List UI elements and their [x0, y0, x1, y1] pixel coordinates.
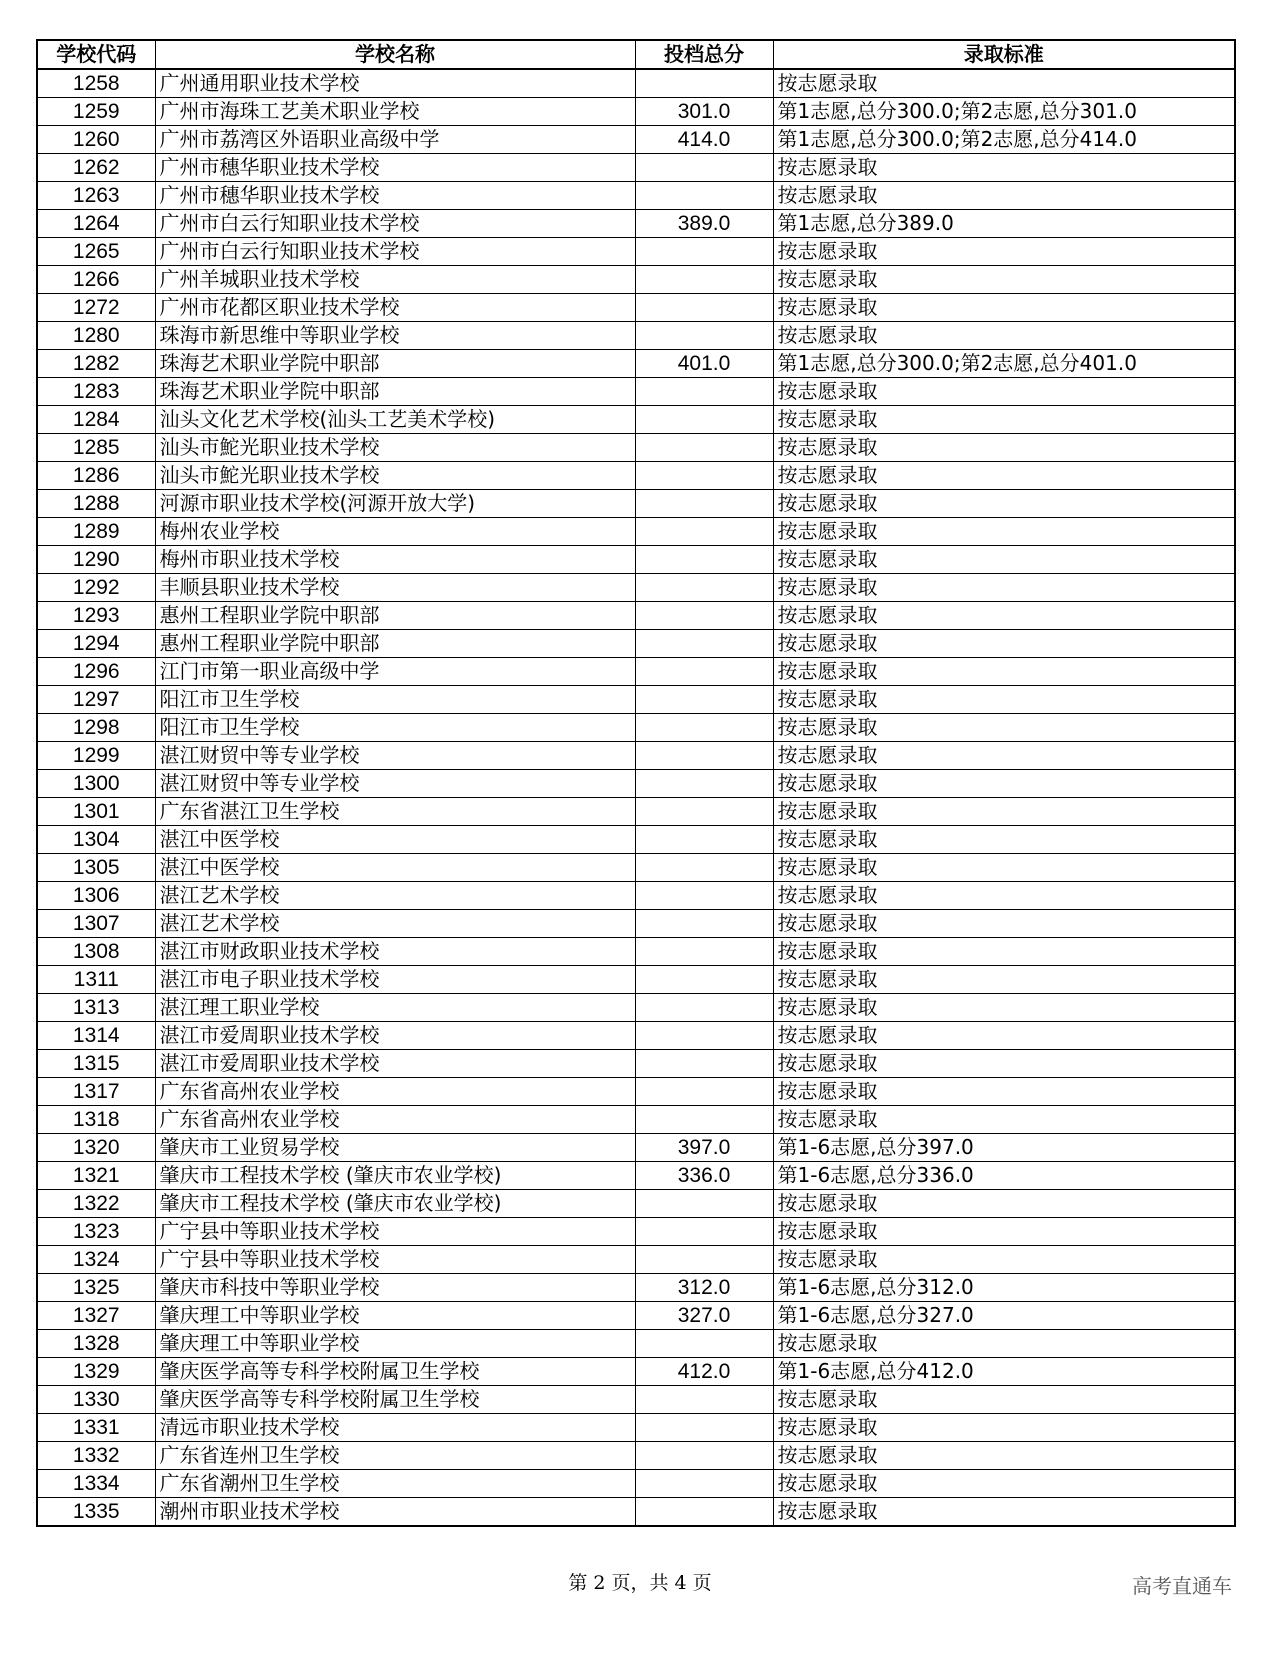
- school-name-cell: 广州市荔湾区外语职业高级中学: [155, 126, 635, 154]
- school-code-cell: 1308: [37, 938, 155, 966]
- admission-standard-cell: 按志愿录取: [773, 686, 1235, 714]
- admission-standard-cell: 按志愿录取: [773, 1106, 1235, 1134]
- table-row: [37, 406, 1235, 434]
- admission-standard-cell: 按志愿录取: [773, 1190, 1235, 1218]
- table-body: [37, 69, 1235, 1526]
- admission-standard-cell: 按志愿录取: [773, 69, 1235, 98]
- school-code-cell: 1259: [37, 98, 155, 126]
- admission-standard-cell: 第1-6志愿,总分327.0: [773, 1302, 1235, 1330]
- admission-standard-cell: 按志愿录取: [773, 378, 1235, 406]
- school-name-cell: 惠州工程职业学院中职部: [155, 630, 635, 658]
- school-code-cell: 1314: [37, 1022, 155, 1050]
- school-code-cell: 1320: [37, 1134, 155, 1162]
- school-name-cell: 惠州工程职业学院中职部: [155, 602, 635, 630]
- table-row: [37, 602, 1235, 630]
- school-name-cell: 广州市白云行知职业技术学校: [155, 210, 635, 238]
- admission-standard-cell: 按志愿录取: [773, 742, 1235, 770]
- table-row: [37, 1190, 1235, 1218]
- total-score-cell: [635, 966, 773, 994]
- admission-standard-cell: 按志愿录取: [773, 1498, 1235, 1527]
- total-score-cell: 414.0: [635, 126, 773, 154]
- total-score-cell: 401.0: [635, 350, 773, 378]
- school-code-cell: 1331: [37, 1414, 155, 1442]
- table-row: [37, 378, 1235, 406]
- school-name-cell: 肇庆理工中等职业学校: [155, 1302, 635, 1330]
- admission-standard-cell: 按志愿录取: [773, 518, 1235, 546]
- total-score-cell: [635, 238, 773, 266]
- table-row: [37, 266, 1235, 294]
- total-score-cell: [635, 1330, 773, 1358]
- total-score-cell: [635, 602, 773, 630]
- school-name-cell: 珠海艺术职业学院中职部: [155, 350, 635, 378]
- total-score-cell: [635, 1106, 773, 1134]
- total-score-cell: [635, 154, 773, 182]
- table-row: [37, 490, 1235, 518]
- table-row: [37, 854, 1235, 882]
- admission-standard-cell: 按志愿录取: [773, 826, 1235, 854]
- table-row: [37, 1470, 1235, 1498]
- admission-standard-cell: 按志愿录取: [773, 1246, 1235, 1274]
- school-name-cell: 潮州市职业技术学校: [155, 1498, 635, 1527]
- school-name-cell: 肇庆市科技中等职业学校: [155, 1274, 635, 1302]
- total-score-cell: [635, 994, 773, 1022]
- total-score-cell: [635, 294, 773, 322]
- total-score-cell: [635, 938, 773, 966]
- school-code-cell: 1284: [37, 406, 155, 434]
- table-row: [37, 518, 1235, 546]
- total-score-cell: [635, 574, 773, 602]
- total-score-cell: 397.0: [635, 1134, 773, 1162]
- admission-standard-cell: 按志愿录取: [773, 1022, 1235, 1050]
- school-code-cell: 1264: [37, 210, 155, 238]
- table-row: [37, 658, 1235, 686]
- table-row: [37, 294, 1235, 322]
- school-code-cell: 1288: [37, 490, 155, 518]
- school-name-cell: 广州市海珠工艺美术职业学校: [155, 98, 635, 126]
- school-name-cell: 江门市第一职业高级中学: [155, 658, 635, 686]
- table-row: [37, 1442, 1235, 1470]
- table-row: [37, 350, 1235, 378]
- total-score-cell: [635, 182, 773, 210]
- admission-standard-cell: 按志愿录取: [773, 1442, 1235, 1470]
- table-row: [37, 630, 1235, 658]
- school-name-cell: 肇庆市工程技术学校 (肇庆市农业学校): [155, 1190, 635, 1218]
- admission-standard-cell: 按志愿录取: [773, 238, 1235, 266]
- table-row: [37, 69, 1235, 98]
- school-code-cell: 1321: [37, 1162, 155, 1190]
- school-name-cell: 广东省高州农业学校: [155, 1106, 635, 1134]
- table-row: [37, 994, 1235, 1022]
- total-score-cell: [635, 546, 773, 574]
- total-score-cell: 336.0: [635, 1162, 773, 1190]
- total-score-cell: [635, 1470, 773, 1498]
- table-row: [37, 1246, 1235, 1274]
- table-row: [37, 1106, 1235, 1134]
- school-name-cell: 阳江市卫生学校: [155, 714, 635, 742]
- table-row: [37, 798, 1235, 826]
- admission-standard-cell: 按志愿录取: [773, 854, 1235, 882]
- header-admission-standard: 录取标准: [773, 40, 1235, 69]
- school-code-cell: 1313: [37, 994, 155, 1022]
- school-code-cell: 1330: [37, 1386, 155, 1414]
- table-row: [37, 1414, 1235, 1442]
- school-name-cell: 湛江艺术学校: [155, 882, 635, 910]
- table-row: [37, 910, 1235, 938]
- school-code-cell: 1335: [37, 1498, 155, 1527]
- admission-standard-cell: 第1志愿,总分300.0;第2志愿,总分414.0: [773, 126, 1235, 154]
- school-code-cell: 1318: [37, 1106, 155, 1134]
- school-name-cell: 广州羊城职业技术学校: [155, 266, 635, 294]
- admission-standard-cell: 按志愿录取: [773, 322, 1235, 350]
- table-row: [37, 154, 1235, 182]
- school-code-cell: 1263: [37, 182, 155, 210]
- school-code-cell: 1299: [37, 742, 155, 770]
- table-row: [37, 182, 1235, 210]
- school-code-cell: 1301: [37, 798, 155, 826]
- table-row: [37, 826, 1235, 854]
- school-name-cell: 湛江财贸中等专业学校: [155, 770, 635, 798]
- table-row: [37, 462, 1235, 490]
- school-name-cell: 广州通用职业技术学校: [155, 69, 635, 98]
- total-score-cell: [635, 1050, 773, 1078]
- admission-standard-cell: 按志愿录取: [773, 882, 1235, 910]
- admission-standard-cell: 按志愿录取: [773, 714, 1235, 742]
- school-name-cell: 湛江市电子职业技术学校: [155, 966, 635, 994]
- total-score-cell: [635, 714, 773, 742]
- admission-standard-cell: 按志愿录取: [773, 1470, 1235, 1498]
- school-code-cell: 1297: [37, 686, 155, 714]
- school-name-cell: 湛江中医学校: [155, 826, 635, 854]
- school-name-cell: 梅州农业学校: [155, 518, 635, 546]
- school-code-cell: 1266: [37, 266, 155, 294]
- school-code-cell: 1317: [37, 1078, 155, 1106]
- admission-standard-cell: 第1-6志愿,总分312.0: [773, 1274, 1235, 1302]
- school-code-cell: 1334: [37, 1470, 155, 1498]
- admission-standard-cell: 按志愿录取: [773, 434, 1235, 462]
- total-score-cell: [635, 1442, 773, 1470]
- school-name-cell: 肇庆市工业贸易学校: [155, 1134, 635, 1162]
- admission-standard-cell: 第1志愿,总分300.0;第2志愿,总分401.0: [773, 350, 1235, 378]
- table-row: [37, 238, 1235, 266]
- admission-standard-cell: 按志愿录取: [773, 1414, 1235, 1442]
- admission-standard-cell: 按志愿录取: [773, 910, 1235, 938]
- total-score-cell: [635, 266, 773, 294]
- school-name-cell: 广宁县中等职业技术学校: [155, 1218, 635, 1246]
- page-number: 第 2 页，共 4 页: [568, 1572, 712, 1594]
- table-row: [37, 1022, 1235, 1050]
- table-row: [37, 1386, 1235, 1414]
- admission-standard-cell: 第1志愿,总分300.0;第2志愿,总分301.0: [773, 98, 1235, 126]
- school-code-cell: 1293: [37, 602, 155, 630]
- school-code-cell: 1285: [37, 434, 155, 462]
- table-row: [37, 1274, 1235, 1302]
- admission-standard-cell: 按志愿录取: [773, 630, 1235, 658]
- school-code-cell: 1315: [37, 1050, 155, 1078]
- school-name-cell: 珠海市新思维中等职业学校: [155, 322, 635, 350]
- school-code-cell: 1292: [37, 574, 155, 602]
- school-code-cell: 1324: [37, 1246, 155, 1274]
- table-row: [37, 1078, 1235, 1106]
- table-row: [37, 434, 1235, 462]
- admission-standard-cell: 按志愿录取: [773, 182, 1235, 210]
- school-name-cell: 肇庆理工中等职业学校: [155, 1330, 635, 1358]
- school-name-cell: 广宁县中等职业技术学校: [155, 1246, 635, 1274]
- school-name-cell: 阳江市卫生学校: [155, 686, 635, 714]
- school-code-cell: 1282: [37, 350, 155, 378]
- school-name-cell: 湛江市爱周职业技术学校: [155, 1022, 635, 1050]
- school-code-cell: 1260: [37, 126, 155, 154]
- admission-standard-cell: 按志愿录取: [773, 798, 1235, 826]
- school-name-cell: 汕头市鮀光职业技术学校: [155, 462, 635, 490]
- total-score-cell: 301.0: [635, 98, 773, 126]
- admission-standard-cell: 按志愿录取: [773, 266, 1235, 294]
- total-score-cell: [635, 406, 773, 434]
- school-name-cell: 湛江财贸中等专业学校: [155, 742, 635, 770]
- school-name-cell: 广州市穗华职业技术学校: [155, 182, 635, 210]
- table-row: [37, 966, 1235, 994]
- admission-standard-cell: 按志愿录取: [773, 294, 1235, 322]
- total-score-cell: [635, 770, 773, 798]
- school-code-cell: 1332: [37, 1442, 155, 1470]
- school-code-cell: 1305: [37, 854, 155, 882]
- school-code-cell: 1300: [37, 770, 155, 798]
- school-code-cell: 1325: [37, 1274, 155, 1302]
- admission-standard-cell: 按志愿录取: [773, 406, 1235, 434]
- header-total-score: 投档总分: [635, 40, 773, 69]
- table-row: [37, 686, 1235, 714]
- school-code-cell: 1329: [37, 1358, 155, 1386]
- admission-standard-cell: 第1-6志愿,总分412.0: [773, 1358, 1235, 1386]
- school-code-cell: 1265: [37, 238, 155, 266]
- school-code-cell: 1298: [37, 714, 155, 742]
- table-row: [37, 98, 1235, 126]
- total-score-cell: 312.0: [635, 1274, 773, 1302]
- school-name-cell: 广州市穗华职业技术学校: [155, 154, 635, 182]
- school-code-cell: 1294: [37, 630, 155, 658]
- school-name-cell: 肇庆医学高等专科学校附属卫生学校: [155, 1386, 635, 1414]
- header-school-name: 学校名称: [155, 40, 635, 69]
- total-score-cell: [635, 490, 773, 518]
- admission-standard-cell: 第1-6志愿,总分397.0: [773, 1134, 1235, 1162]
- table-row: [37, 1330, 1235, 1358]
- school-name-cell: 肇庆医学高等专科学校附属卫生学校: [155, 1358, 635, 1386]
- school-name-cell: 清远市职业技术学校: [155, 1414, 635, 1442]
- table-row: [37, 770, 1235, 798]
- admission-table: [36, 39, 1236, 1527]
- total-score-cell: [635, 1022, 773, 1050]
- table-row: [37, 1302, 1235, 1330]
- table-row: [37, 742, 1235, 770]
- total-score-cell: [635, 882, 773, 910]
- header-school-code: 学校代码: [37, 40, 155, 69]
- school-name-cell: 湛江理工职业学校: [155, 994, 635, 1022]
- admission-standard-cell: 按志愿录取: [773, 966, 1235, 994]
- admission-standard-cell: 按志愿录取: [773, 1078, 1235, 1106]
- school-name-cell: 肇庆市工程技术学校 (肇庆市农业学校): [155, 1162, 635, 1190]
- total-score-cell: [635, 1218, 773, 1246]
- school-code-cell: 1280: [37, 322, 155, 350]
- school-name-cell: 湛江市爱周职业技术学校: [155, 1050, 635, 1078]
- school-code-cell: 1290: [37, 546, 155, 574]
- school-name-cell: 河源市职业技术学校(河源开放大学): [155, 490, 635, 518]
- total-score-cell: [635, 630, 773, 658]
- total-score-cell: [635, 69, 773, 98]
- admission-standard-cell: 按志愿录取: [773, 938, 1235, 966]
- total-score-cell: [635, 798, 773, 826]
- admission-standard-cell: 第1志愿,总分389.0: [773, 210, 1235, 238]
- watermark: 高考直通车: [1132, 1574, 1232, 1598]
- school-name-cell: 广东省湛江卫生学校: [155, 798, 635, 826]
- admission-standard-cell: 按志愿录取: [773, 462, 1235, 490]
- total-score-cell: [635, 434, 773, 462]
- school-code-cell: 1272: [37, 294, 155, 322]
- total-score-cell: [635, 1078, 773, 1106]
- school-name-cell: 梅州市职业技术学校: [155, 546, 635, 574]
- admission-standard-cell: 按志愿录取: [773, 602, 1235, 630]
- admission-standard-cell: 按志愿录取: [773, 770, 1235, 798]
- school-code-cell: 1307: [37, 910, 155, 938]
- table-row: [37, 322, 1235, 350]
- school-name-cell: 广州市白云行知职业技术学校: [155, 238, 635, 266]
- total-score-cell: [635, 518, 773, 546]
- admission-standard-cell: 按志愿录取: [773, 546, 1235, 574]
- school-code-cell: 1304: [37, 826, 155, 854]
- total-score-cell: 389.0: [635, 210, 773, 238]
- school-code-cell: 1262: [37, 154, 155, 182]
- school-code-cell: 1311: [37, 966, 155, 994]
- school-name-cell: 广州市花都区职业技术学校: [155, 294, 635, 322]
- school-name-cell: 广东省潮州卫生学校: [155, 1470, 635, 1498]
- school-code-cell: 1283: [37, 378, 155, 406]
- total-score-cell: [635, 854, 773, 882]
- table-row: [37, 1498, 1235, 1527]
- table-row: [37, 546, 1235, 574]
- school-name-cell: 湛江市财政职业技术学校: [155, 938, 635, 966]
- school-code-cell: 1328: [37, 1330, 155, 1358]
- table-row: [37, 938, 1235, 966]
- admission-standard-cell: 按志愿录取: [773, 1050, 1235, 1078]
- total-score-cell: [635, 910, 773, 938]
- school-name-cell: 汕头文化艺术学校(汕头工艺美术学校): [155, 406, 635, 434]
- school-code-cell: 1286: [37, 462, 155, 490]
- admission-standard-cell: 按志愿录取: [773, 1330, 1235, 1358]
- total-score-cell: [635, 658, 773, 686]
- total-score-cell: [635, 378, 773, 406]
- table-row: [37, 1358, 1235, 1386]
- total-score-cell: [635, 1414, 773, 1442]
- school-name-cell: 珠海艺术职业学院中职部: [155, 378, 635, 406]
- admission-standard-cell: 按志愿录取: [773, 994, 1235, 1022]
- school-code-cell: 1323: [37, 1218, 155, 1246]
- admission-standard-cell: 按志愿录取: [773, 574, 1235, 602]
- school-name-cell: 湛江艺术学校: [155, 910, 635, 938]
- school-code-cell: 1327: [37, 1302, 155, 1330]
- table-row: [37, 714, 1235, 742]
- table-row: [37, 882, 1235, 910]
- total-score-cell: [635, 686, 773, 714]
- school-code-cell: 1322: [37, 1190, 155, 1218]
- school-code-cell: 1306: [37, 882, 155, 910]
- total-score-cell: [635, 742, 773, 770]
- total-score-cell: 327.0: [635, 1302, 773, 1330]
- table-row: [37, 1218, 1235, 1246]
- school-name-cell: 湛江中医学校: [155, 854, 635, 882]
- admission-standard-cell: 按志愿录取: [773, 1218, 1235, 1246]
- total-score-cell: [635, 462, 773, 490]
- total-score-cell: [635, 1246, 773, 1274]
- table-row: [37, 1162, 1235, 1190]
- admission-standard-cell: 第1-6志愿,总分336.0: [773, 1162, 1235, 1190]
- total-score-cell: [635, 322, 773, 350]
- school-name-cell: 广东省高州农业学校: [155, 1078, 635, 1106]
- total-score-cell: [635, 826, 773, 854]
- table-row: [37, 574, 1235, 602]
- table-row: [37, 126, 1235, 154]
- total-score-cell: 412.0: [635, 1358, 773, 1386]
- admission-standard-cell: 按志愿录取: [773, 154, 1235, 182]
- admission-standard-cell: 按志愿录取: [773, 1386, 1235, 1414]
- table-row: [37, 210, 1235, 238]
- table-row: [37, 1134, 1235, 1162]
- school-code-cell: 1296: [37, 658, 155, 686]
- total-score-cell: [635, 1498, 773, 1527]
- total-score-cell: [635, 1386, 773, 1414]
- school-code-cell: 1258: [37, 69, 155, 98]
- school-code-cell: 1289: [37, 518, 155, 546]
- admission-standard-cell: 按志愿录取: [773, 658, 1235, 686]
- admission-standard-cell: 按志愿录取: [773, 490, 1235, 518]
- total-score-cell: [635, 1190, 773, 1218]
- school-name-cell: 汕头市鮀光职业技术学校: [155, 434, 635, 462]
- school-name-cell: 丰顺县职业技术学校: [155, 574, 635, 602]
- table-row: [37, 1050, 1235, 1078]
- school-name-cell: 广东省连州卫生学校: [155, 1442, 635, 1470]
- table-header-row: [37, 40, 1235, 69]
